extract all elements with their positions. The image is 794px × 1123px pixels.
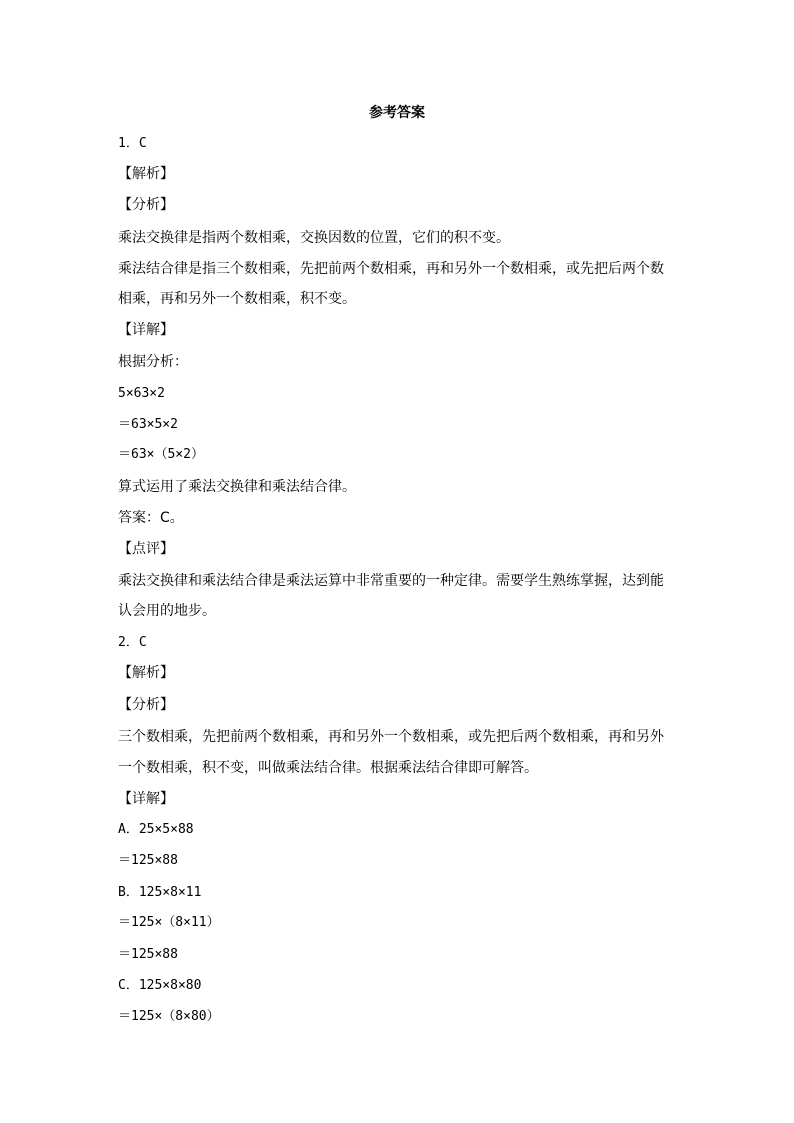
equation-line: B．125×8×11: [118, 885, 202, 900]
analysis-text: 相乘，再和另外一个数相乘，积不变。: [118, 291, 356, 307]
equation-line: ＝63×5×2: [118, 417, 178, 432]
section-jiexi: 【解析】: [118, 665, 174, 681]
section-fenxi: 【分析】: [118, 697, 174, 713]
answer-number-1: 1．C: [118, 136, 147, 151]
answer-number-2: 2．C: [118, 635, 147, 650]
equation-line: ＝125×（8×80）: [118, 1009, 220, 1024]
section-xiangjie: 【详解】: [118, 791, 174, 807]
analysis-text: 乘法结合律是指三个数相乘，先把前两个数相乘，再和另外一个数相乘，或先把后两个数: [118, 261, 664, 277]
analysis-text: 三个数相乘，先把前两个数相乘，再和另外一个数相乘，或先把后两个数相乘，再和另外: [118, 729, 664, 745]
answer-text: 答案：C。: [118, 510, 184, 526]
page-title: 参考答案: [369, 105, 425, 121]
equation-line: 5×63×2: [118, 386, 165, 401]
equation-line: ＝125×88: [118, 853, 178, 868]
analysis-text: 一个数相乘，积不变，叫做乘法结合律。根据乘法结合律即可解答。: [118, 760, 538, 776]
comment-text: 认会用的地步。: [118, 603, 216, 619]
detail-text: 根据分析：: [118, 354, 188, 370]
detail-text: 算式运用了乘法交换律和乘法结合律。: [118, 479, 356, 495]
section-xiangjie: 【详解】: [118, 322, 174, 338]
equation-line: ＝125×（8×11）: [118, 915, 220, 930]
comment-text: 乘法交换律和乘法结合律是乘法运算中非常重要的一种定律。需要学生熟练掌握，达到能: [118, 573, 664, 589]
equation-line: ＝125×88: [118, 947, 178, 962]
section-jiexi: 【解析】: [118, 166, 174, 182]
equation-line: ＝63×（5×2）: [118, 447, 204, 462]
analysis-text: 乘法交换律是指两个数相乘，交换因数的位置，它们的积不变。: [118, 230, 510, 246]
equation-line: A．25×5×88: [118, 822, 194, 837]
equation-line: C．125×8×80: [118, 978, 202, 993]
section-fenxi: 【分析】: [118, 197, 174, 213]
section-dianping: 【点评】: [118, 541, 174, 557]
